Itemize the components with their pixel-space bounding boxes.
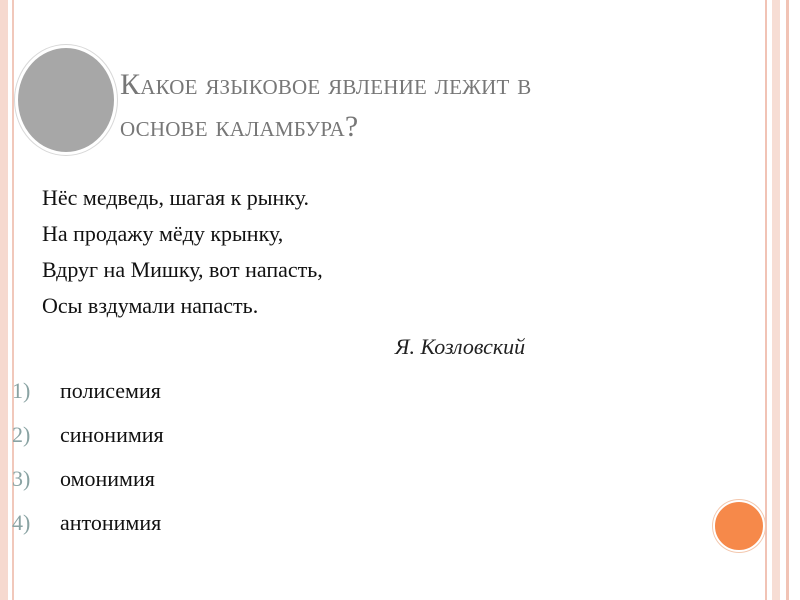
right-decorative-stripe	[772, 0, 780, 600]
right-decorative-line	[765, 0, 767, 600]
poem-line: На продажу мёду крынку,	[42, 221, 284, 246]
option-text: омонимия	[60, 466, 155, 491]
title-circle-decoration	[15, 45, 117, 155]
poem-line: Осы вздумали напасть.	[42, 293, 259, 318]
orange-circle-decoration	[713, 500, 765, 552]
poem-line: Нёс медведь, шагая к рынку.	[42, 185, 309, 210]
answer-options-list	[12, 373, 412, 549]
answer-option-4	[12, 505, 412, 549]
poem-line: Вдруг на Мишку, вот напасть,	[42, 257, 323, 282]
right-decorative-line-outer	[786, 0, 789, 600]
option-number: 4)	[12, 510, 31, 535]
option-number: 2)	[12, 422, 31, 447]
poem-author: Я. Козловский	[395, 334, 526, 359]
option-text: антонимия	[60, 510, 162, 535]
option-number: 3)	[12, 466, 31, 491]
slide-title-line-1: Какое языковое явление лежит в	[120, 68, 532, 101]
answer-option-2	[12, 417, 412, 461]
answer-option-1	[12, 373, 412, 417]
option-text: синонимия	[60, 422, 164, 447]
option-text: полисемия	[60, 378, 161, 403]
slide-title-line-2: основе каламбура?	[120, 110, 359, 143]
left-decorative-stripe	[0, 0, 8, 600]
slide-title	[120, 64, 680, 148]
option-number: 1)	[12, 378, 31, 403]
answer-option-3	[12, 461, 412, 505]
poem	[42, 180, 542, 324]
